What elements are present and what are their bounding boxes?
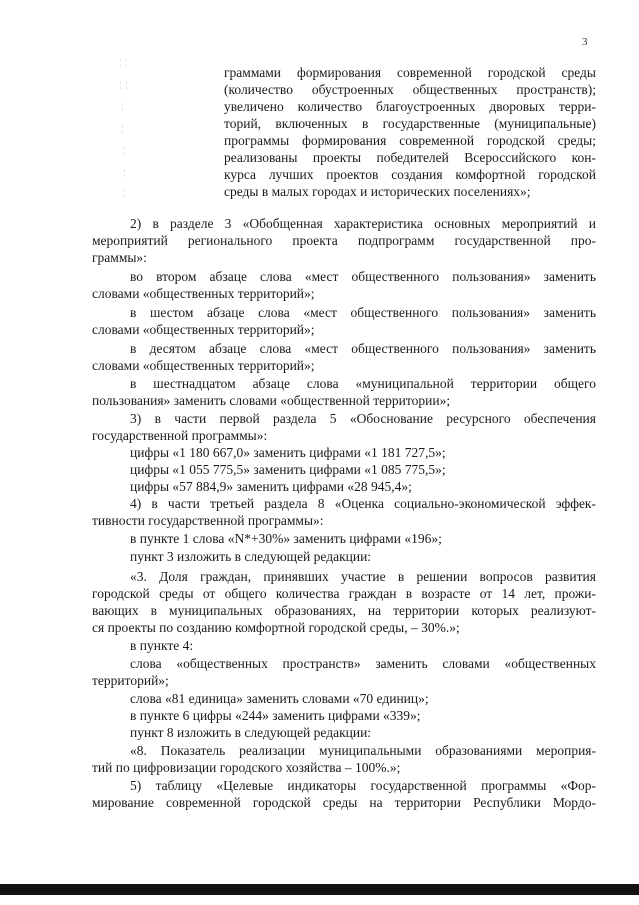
text-line: «8. Показатель реализации муниципальными образованиями мероприя- <box>130 743 596 758</box>
text-line: (количество обустроенных общественных пространств); <box>224 82 596 97</box>
text-line: среды в малых городах и исторических поселениях»; <box>224 184 531 199</box>
scan-speck: ¦ <box>124 188 127 197</box>
text-line: во втором абзаце слова «мест общественного пользования» заменить <box>130 269 596 284</box>
scan-edge-bar <box>0 884 639 895</box>
scan-speck: ¦ <box>122 102 125 111</box>
text-line: пункт 3 изложить в следующей редакции: <box>130 549 372 564</box>
text-line: государственной программы»: <box>92 428 268 443</box>
text-line: цифры «1 180 667,0» заменить цифрами «1 181 727,5»; <box>130 445 446 460</box>
text-line: тий по цифровизации городского хозяйства – 100%.»; <box>92 760 401 775</box>
scan-speck: ¦ <box>122 124 125 133</box>
text-line: пользования» заменить словами «общественной территории»; <box>92 393 451 408</box>
text-line: в пункте 1 слова «N*+30%» заменить цифрами «196»; <box>130 531 442 546</box>
scan-speck: ¦ <box>124 168 127 177</box>
text-line: территорий»; <box>92 673 169 688</box>
text-line: «3. Доля граждан, принявших участие в решении вопросов развития <box>130 569 596 584</box>
text-line: в десятом абзаце слова «мест общественного пользования» заменить <box>130 341 596 356</box>
text-line: тивности государственной программы»: <box>92 513 324 528</box>
text-line: цифры «1 055 775,5» заменить цифрами «1 085 775,5»; <box>130 462 446 477</box>
page-number: 3 <box>582 36 588 48</box>
text-line: пункт 8 изложить в следующей редакции: <box>130 725 372 740</box>
text-line: реализованы проекты победителей Всероссийского кон- <box>224 150 596 165</box>
scan-speck: ¦ ¦ <box>120 58 129 67</box>
text-line: мероприятий регионального проекта подпрограмм государственной про- <box>92 233 596 248</box>
text-line: цифры «57 884,9» заменить цифрами «28 945,4»; <box>130 479 412 494</box>
text-line: в шестнадцатом абзаце слова «муниципальной территории общего <box>130 376 596 391</box>
text-line: в пункте 4: <box>130 638 194 653</box>
scan-speck: ¦ ¦ <box>120 80 129 89</box>
text-line: вающих в муниципальных образованиях, на территории которых реализуют- <box>92 603 596 618</box>
text-line: в шестом абзаце слова «мест общественного пользования» заменить <box>130 305 596 320</box>
text-line: программы формирования современной городской среды; <box>224 133 596 148</box>
text-line: граммы»: <box>92 250 147 265</box>
text-line: слова «общественных пространств» заменить словами «общественных <box>130 656 596 671</box>
text-line: торий, включенных в государственные (муниципальные) <box>224 116 596 131</box>
text-line: граммами формирования современной городской среды <box>224 65 596 80</box>
text-line: ся проекты по созданию комфортной городской среды, – 30%.»; <box>92 620 460 635</box>
text-line: курса лучших проектов создания комфортной городской <box>224 167 596 182</box>
text-line: мирование современной городской среды на территории Республики Мордо- <box>92 795 596 810</box>
text-line: слова «81 единица» заменить словами «70 единиц»; <box>130 691 429 706</box>
text-line: 5) таблицу «Целевые индикаторы государственной программы «Фор- <box>130 778 596 793</box>
text-line: городской среды от общего количества граждан в возрасте от 14 лет, прожи- <box>92 586 596 601</box>
text-line: 3) в части первой раздела 5 «Обоснование ресурсного обеспечения <box>130 411 596 426</box>
text-line: увеличено количество благоустроенных дворовых терри- <box>224 99 596 114</box>
text-line: 2) в разделе 3 «Обобщенная характеристика основных мероприятий и <box>130 216 596 231</box>
scan-edge-margin <box>0 895 639 905</box>
text-line: 4) в части третьей раздела 8 «Оценка социально-экономической эффек- <box>130 496 596 511</box>
scan-speck: ¦ <box>124 146 127 155</box>
text-line: словами «общественных территорий»; <box>92 358 315 373</box>
text-line: словами «общественных территорий»; <box>92 322 315 337</box>
text-line: словами «общественных территорий»; <box>92 286 315 301</box>
text-line: в пункте 6 цифры «244» заменить цифрами «339»; <box>130 708 421 723</box>
